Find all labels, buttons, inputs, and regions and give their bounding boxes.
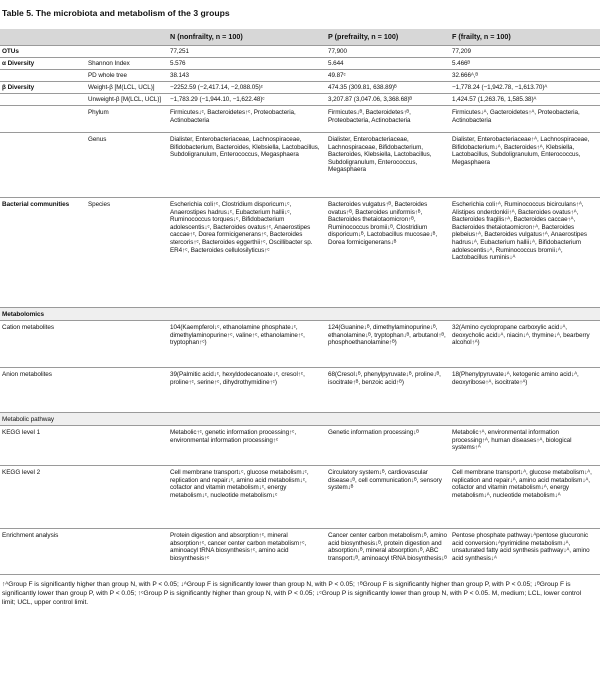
table-row (0, 465, 600, 529)
row-label: β Diversity (2, 84, 35, 91)
cell-p: Genetic information processing↓ᴮ (328, 429, 419, 436)
cell-n: 5.576 (170, 60, 186, 67)
cell-p: 77,900 (328, 48, 347, 55)
cell-p: Circulatory system↓ᴮ, cardiovascular disease↓ᴮ, cell communication↓ᴮ, sensory system↓ᴮ (328, 469, 442, 492)
cell-p: 3,207.87 (3,047.06, 3,368.68)ᴮ (328, 96, 413, 103)
row-label: KEGG level 1 (2, 429, 41, 436)
row-sublabel: Weight-β [M(LCL, UCL)] (88, 84, 155, 91)
row-label: Metabolomics (2, 311, 45, 318)
table-row (0, 132, 600, 198)
row-label: Anion metabolites (2, 371, 52, 378)
cell-p: 124(Guanine↓ᴮ, dimethylaminopurine↓ᴮ, ethanolamine↓ᴮ, tryptophan↓ᴮ, arbutanol↑ᴮ, phosphoethanolamine↑ᴮ) (328, 324, 446, 347)
table-footnote: ↑ᴬGroup F is significantly higher than group N, with P < 0.05; ↓ᴬGroup F is significantly lower than group N, with P < 0.05; ↑ᴮGroup F is significantly higher than group P, with P < 0.05; ↓ᴮGroup F is significantly lower than group P, with P < 0.05; ↑ᶜGroup P is significantly higher than group N, with P < 0.05; ↓ᶜGroup P is significantly lower than group N, with P < 0.05. M, medium; LCL, lower control limit; UCL, upper control limit. (2, 581, 582, 607)
column-header-f: F (frailty, n = 100) (452, 32, 511, 41)
cell-p: 68(Cresol↓ᴮ, phenylpyruvate↓ᴮ, proline↓ᴮ, isocitrate↑ᴮ, benzoic acid↑ᴮ) (328, 371, 441, 386)
cell-p: Firmicutes↓ᴮ, Bacteroidetes↑ᴮ, Proteobacteria, Actinobacteria (328, 109, 411, 124)
row-label: KEGG level 2 (2, 469, 41, 476)
row-label: Enrichment analysis (2, 532, 59, 539)
table-row (0, 528, 600, 575)
cell-n: 39(Palmitic acid↓ᶜ, hexyldodecanoate↓ᶜ, cresol↑ᶜ, proline↑ᶜ, serine↑ᶜ, dihydrothymidine↑ᶜ) (170, 371, 305, 386)
cell-n: Cell membrane transport↓ᶜ, glucose metabolism↓ᶜ, replication and repair↓ᶜ, amino acid metabolism↓ᶜ, cofactor and vitamin metabolism↓ᶜ, energy metabolism↓ᶜ, nucleotide metabolism↓ᶜ (170, 469, 309, 499)
row-sublabel: Unweight-β [M(LCL, UCL)] (88, 96, 162, 103)
cell-n: 104(Kaempferol↓ᶜ, ethanolamine phosphate↓ᶜ, dimethylaminopurine↑ᶜ, valine↑ᶜ, ethanolamine↑ᶜ, tryptophan↑ᶜ) (170, 324, 305, 347)
table-row (0, 367, 600, 413)
column-header-p: P (prefrailty, n = 100) (328, 32, 399, 41)
row-sublabel: Genus (88, 136, 107, 143)
row-label: OTUs (2, 48, 19, 55)
column-header-n: N (nonfrailty, n = 100) (170, 32, 243, 41)
row-label: Bacterial communities (2, 201, 70, 208)
cell-p: Dialister, Enterobacteriaceae, Lachnospiraceae, Bifidobacterium, Bacteroides, Klebsiella, Lactobacillus, Subdoligranulum, Enterococcus, Megasphaera (328, 136, 432, 174)
cell-p: Cancer center carbon metabolism↓ᴮ, amino acid biosynthesis↓ᴮ, protein digestion and absorption↓ᴮ, mineral absorption↓ᴮ, ABC transport↓ᴮ, aminoacyl tRNA biosynthesis↓ᴮ (328, 532, 447, 562)
table-bottom-rule (0, 574, 600, 575)
table-row (0, 197, 600, 308)
table-row (0, 425, 600, 466)
cell-n: 38.143 (170, 72, 189, 79)
cell-n: −2252.59 (−2,417.14, −2,088.05)ᶜ (170, 84, 263, 91)
table-title: Table 5. The microbiota and metabolism of the 3 groups (2, 8, 230, 18)
row-label: Metabolic pathway (2, 416, 55, 423)
cell-f: 1,424.57 (1,263.76, 1,585.38)ᴬ (452, 96, 537, 103)
cell-n: Protein digestion and absorption↑ᶜ, mineral absorption↑ᶜ, cancer center carbon metabolism↑ᶜ, aminoacyl tRNA biosynthesis↑ᶜ, amino acid biosynthesis↑ᶜ (170, 532, 307, 562)
cell-f: 32(Amino cyclopropane carboxylic acid↓ᴬ, deoxycholic acid↓ᴬ, niacin↓ᴬ, thymine↓ᴬ, bearberry alcohol↑ᴬ) (452, 324, 590, 347)
table-row (0, 105, 600, 133)
cell-n: Escherichia coli↑ᶜ, Clostridium disporicum↓ᶜ, Anaerostipes hadrus↓ᶜ, Eubacterium hallii↓ᶜ, Ruminococcus torques↓ᶜ, Bifidobacterium adolescentis↓ᶜ, Bacteroides ovatus↑ᶜ, Anaerostipes caccae↑ᶜ, Dorea formicigenerans↑ᶜ, Bacteroides stercoris↑ᶜ, Bacteroides eggerthii↑ᶜ, Oscillibacter sp. ER4↑ᶜ, Bacteroides cellulosilyticus↑ᶜ (170, 201, 313, 254)
cell-f: Escherichia coli↑ᴬ, Ruminococcus bicirculans↑ᴬ, Alistipes onderdonkii↑ᴬ, Bacteroides ovatus↑ᴬ, Bacteroides fragilis↑ᴬ, Bacteroides caccae↑ᴬ, Bacteroides thetaiotaomicron↑ᴬ, Bacteroides plebeius↑ᴬ, Bacteroides vulgatus↑ᴬ, Anaerostipes hadrus↓ᴬ, Eubacterium hallii↓ᴬ, Bifidobacterium adolescentis↓ᴬ, Ruminococcus bromii↓ᴬ, Lactobacillus ruminis↓ᴬ (452, 201, 587, 262)
row-sublabel: Phylum (88, 109, 109, 116)
cell-f: 77,209 (452, 48, 471, 55)
cell-p: Bacteroides vulgatus↑ᴮ, Bacteroides ovatus↑ᴮ, Bacteroides uniformis↑ᴮ, Bacteroides thetaiotaomicron↑ᴮ, Ruminococcus bromii↓ᴮ, Clostridium disporicum↓ᴮ, Lactobacillus mucosae↓ᴮ, Dorea formicigenerans↓ᴮ (328, 201, 438, 246)
cell-n: Dialister, Enterobacteriaceae, Lachnospiraceae, Bifidobacterium, Bacteroides, Klebsiella, Lactobacillus, Subdoligranulum, Enterococcus, Megasphaera (170, 136, 320, 159)
table-section-row (0, 307, 600, 321)
cell-f: 18(Phenylpyruvate↓ᴬ, ketogenic amino acid↓ᴬ, deoxyribose↑ᴬ, isocitrate↑ᴬ) (452, 371, 579, 386)
cell-p: 474.35 (309.81, 638.89)ᴮ (328, 84, 397, 91)
cell-f: 5.466ᴮ (452, 60, 471, 67)
cell-f: 32.666ᴬ,ᴮ (452, 72, 479, 79)
row-label: Cation metabolites (2, 324, 55, 331)
cell-f: Dialister, Enterobacteriaceae↑ᴬ, Lachnospiraceae, Bifidobacterium↓ᴬ, Bacteroides↑ᴬ, Klebsiella, Lactobacillus, Subdoligranulum, Enterococcus, Megasphaera (452, 136, 590, 166)
cell-p: 5.644 (328, 60, 344, 67)
cell-f: Firmicutes↓ᴬ, Gacteroidetes↑ᴬ, Proteobacteria, Actinobacteria (452, 109, 580, 124)
table-header (0, 29, 600, 45)
cell-f: Cell membrane transport↓ᴬ, glucose metabolism↓ᴬ, replication and repair↓ᴬ, amino acid metabolism↓ᴬ, cofactor and vitamin metabolism↓ᴬ, energy metabolism↓ᴬ, nucleotide metabolism↓ᴬ (452, 469, 592, 499)
cell-f: Pentose phosphate pathway↓ᴬpentose glucuronic acid conversion↓ᴬpyrimidine metabolism↓ᴬ, unsaturated fatty acid synthesis pathway↓ᴬ, amino acid synthesis↓ᴬ (452, 532, 590, 562)
cell-n: Metabolic↑ᶜ, genetic information processing↑ᶜ, environmental information processing↑ᶜ (170, 429, 297, 444)
row-sublabel: PD whole tree (88, 72, 127, 79)
row-label: α Diversity (2, 60, 35, 67)
cell-n: Firmicutes↓ᶜ, Bacteroidetes↑ᶜ, Proteobacteria, Actinobacteria (170, 109, 296, 124)
table-section-row (0, 412, 600, 426)
cell-f: −1,778.24 (−1,942.78, −1,613.70)ᴬ (452, 84, 548, 91)
cell-p: 49.87ᶜ (328, 72, 346, 79)
cell-n: −1,783.29 (−1,944.10, −1,622.48)ᶜ (170, 96, 265, 103)
table-row (0, 320, 600, 368)
row-sublabel: Species (88, 201, 111, 208)
cell-f: Metabolic↑ᴬ, environmental information processing↑ᴬ, human diseases↑ᴬ, biological systems↑ᴬ (452, 429, 572, 452)
cell-n: 77,251 (170, 48, 189, 55)
row-sublabel: Shannon Index (88, 60, 130, 67)
